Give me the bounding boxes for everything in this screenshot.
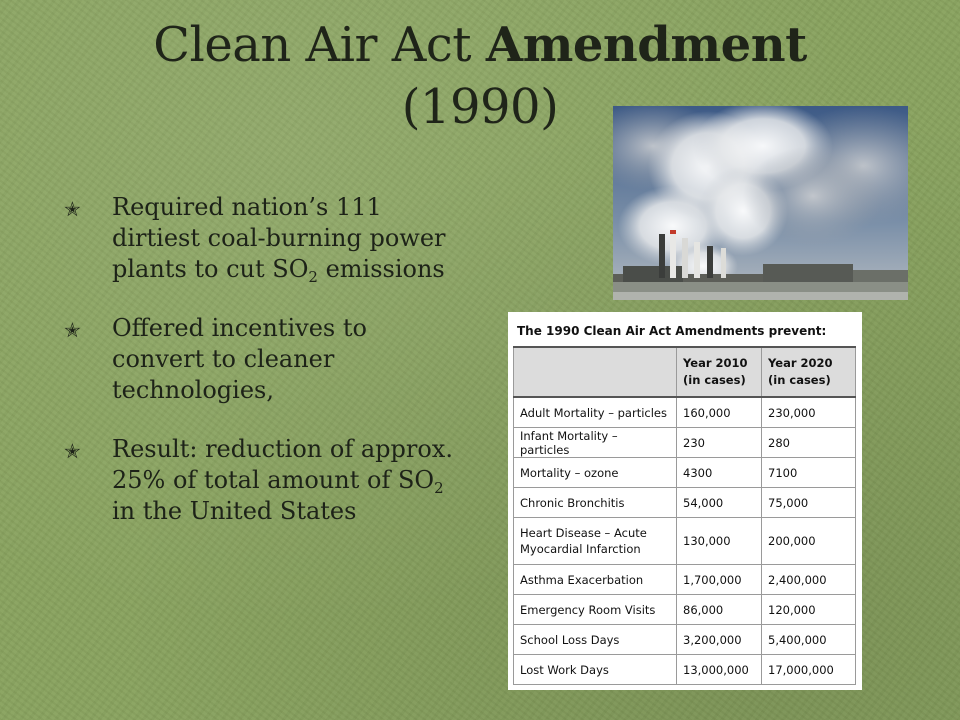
bullet-text-continued: in the United States	[112, 497, 357, 525]
table-row	[514, 488, 856, 518]
health-outcome-cell: Infant Mortality – particles	[514, 428, 677, 458]
header-blank	[514, 347, 677, 397]
bullet-item	[64, 192, 464, 285]
cases-2010-cell: 160,000	[677, 397, 762, 428]
title-line-2: (1990)	[401, 79, 559, 135]
subscript: 2	[308, 268, 318, 286]
table-row	[514, 518, 856, 565]
health-outcome-cell: School Loss Days	[514, 625, 677, 655]
bullet-text: Offered incentives to convert to cleaner technologies,	[112, 314, 367, 404]
bullet-item	[64, 434, 464, 527]
cases-2020-cell: 75,000	[762, 488, 856, 518]
health-outcome-cell: Adult Mortality – particles	[514, 397, 677, 428]
bullet-text: Result: reduction of approx. 25% of total amount of SO	[112, 435, 453, 494]
cases-2020-cell: 120,000	[762, 595, 856, 625]
table-row	[514, 565, 856, 595]
table-caption: The 1990 Clean Air Act Amendments prevent:	[517, 324, 827, 338]
health-outcome-cell: Heart Disease – Acute Myocardial Infarction	[514, 518, 677, 565]
cases-2020-cell: 200,000	[762, 518, 856, 565]
health-outcome-cell: Asthma Exacerbation	[514, 565, 677, 595]
health-outcome-cell: Mortality – ozone	[514, 458, 677, 488]
star-bullet-icon: ✭	[64, 197, 81, 221]
table-header-row	[514, 347, 856, 397]
cases-2010-cell: 1,700,000	[677, 565, 762, 595]
health-outcome-cell: Lost Work Days	[514, 655, 677, 685]
cases-2020-cell: 7100	[762, 458, 856, 488]
table-row	[514, 595, 856, 625]
health-benefits-table	[513, 324, 856, 685]
table-row	[514, 397, 856, 428]
health-outcome-cell: Emergency Room Visits	[514, 595, 677, 625]
cases-2010-cell: 54,000	[677, 488, 762, 518]
star-bullet-icon: ✭	[64, 318, 81, 342]
cases-2020-cell: 17,000,000	[762, 655, 856, 685]
table-row	[514, 655, 856, 685]
bullet-text: Required nation’s 111 dirtiest coal-burning power plants to cut SO	[112, 193, 446, 283]
star-bullet-icon: ✭	[64, 439, 81, 463]
health-benefits-table-card	[508, 312, 862, 690]
subscript: 2	[434, 479, 444, 497]
cases-2020-cell: 2,400,000	[762, 565, 856, 595]
table-row	[514, 458, 856, 488]
cases-2010-cell: 86,000	[677, 595, 762, 625]
header-2010-text: Year 2010 (in cases)	[683, 356, 748, 387]
title-bold: Amendment	[485, 17, 807, 73]
cases-2010-cell: 230	[677, 428, 762, 458]
power-plant-photo	[613, 106, 908, 300]
bullet-list	[64, 192, 464, 555]
health-outcome-cell: Chronic Bronchitis	[514, 488, 677, 518]
table-row	[514, 625, 856, 655]
cases-2010-cell: 4300	[677, 458, 762, 488]
table-row	[514, 428, 856, 458]
title-regular: Clean Air Act	[153, 17, 486, 73]
title-line-1	[0, 14, 960, 76]
cases-2010-cell: 13,000,000	[677, 655, 762, 685]
cases-2010-cell: 3,200,000	[677, 625, 762, 655]
smokestack-image	[613, 106, 908, 300]
header-year-2020	[762, 347, 856, 397]
bullet-text-continued: emissions	[317, 255, 445, 283]
cases-2020-cell: 280	[762, 428, 856, 458]
cases-2020-cell: 5,400,000	[762, 625, 856, 655]
bullet-item	[64, 313, 464, 406]
cases-2010-cell: 130,000	[677, 518, 762, 565]
header-2020-text: Year 2020 (in cases)	[768, 356, 833, 387]
header-year-2010	[677, 347, 762, 397]
cases-2020-cell: 230,000	[762, 397, 856, 428]
